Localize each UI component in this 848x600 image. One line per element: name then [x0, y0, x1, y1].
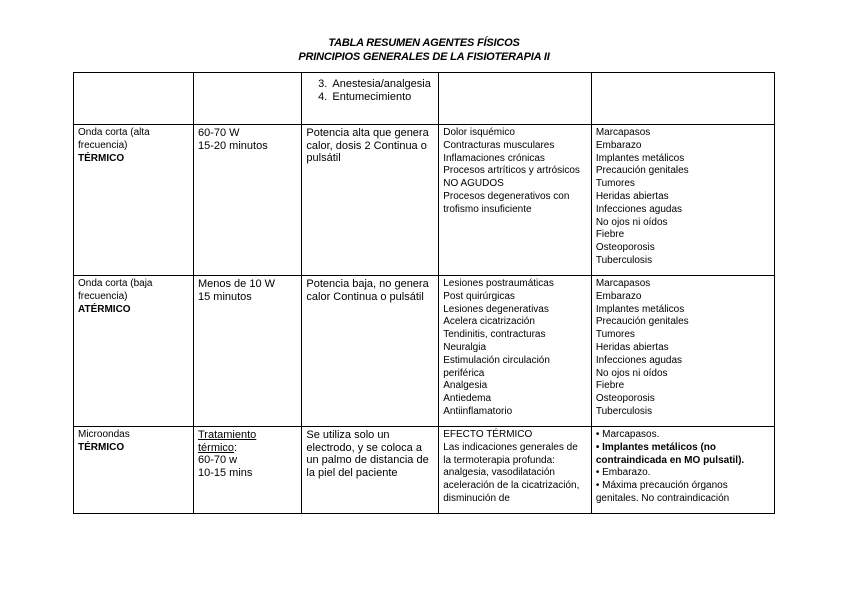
contraindication-item: Tuberculosis — [595, 405, 653, 417]
contraindication-item: Heridas abiertas — [595, 341, 669, 353]
cell-agent — [74, 125, 194, 276]
cell-description: Potencia alta que genera calor, dosis 2 Continua o pulsátil — [302, 125, 439, 276]
indication-item: Acelera cicatrización — [443, 316, 535, 328]
cell-indications — [439, 125, 592, 276]
indication-item: Analgesia — [443, 380, 488, 392]
contraindication-item: Embarazo — [595, 139, 642, 151]
indication-item: Neuralgia — [443, 341, 487, 353]
agent-name: Microondas — [78, 429, 130, 440]
cell-contraindications — [591, 427, 774, 514]
indications-heading: EFECTO TÉRMICO — [443, 429, 533, 440]
indication-item: Lesiones postraumáticas — [443, 278, 554, 289]
list-item: 4. Entumecimiento — [330, 91, 434, 104]
cell-params — [193, 427, 301, 514]
contraindication-item: • Máxima precaución órganos genitales. No contraindicación — [595, 480, 730, 504]
indication-item: Inflamaciones crónicas — [443, 152, 545, 164]
contraindication-item: No ojos ni oídos — [595, 216, 668, 228]
continued-list — [306, 78, 434, 103]
cell-agent — [74, 73, 194, 125]
cell-contraindications — [591, 125, 774, 276]
agent-name: Onda corta (alta frecuencia) — [78, 127, 150, 151]
contraindication-item: Osteoporosis — [595, 242, 655, 254]
contraindication-item: Osteoporosis — [595, 393, 655, 405]
indication-item: Antiedema — [443, 393, 492, 405]
agent-type: TÉRMICO — [78, 441, 125, 453]
param-line: 15-20 minutos — [197, 139, 268, 152]
param-line: 60-70 w — [197, 454, 238, 466]
summary-table — [73, 72, 775, 514]
cell-params — [193, 276, 301, 427]
params-heading-colon: : — [234, 441, 238, 454]
contraindication-item: Implantes metálicos — [595, 152, 685, 164]
param-line: 10-15 mins — [197, 466, 253, 479]
cell-params — [193, 125, 301, 276]
cell-indications — [439, 276, 592, 427]
table-row — [74, 73, 775, 125]
params-heading: Tratamiento térmico — [197, 429, 257, 454]
list-item: 3. Anestesia/analgesia — [330, 78, 434, 91]
contraindication-item: Tumores — [595, 329, 635, 341]
contraindication-item: Precaución genitales — [595, 316, 689, 328]
contraindication-item: • Marcapasos. — [595, 429, 660, 440]
contraindication-item: Tumores — [595, 178, 635, 190]
param-line: 15 minutos — [197, 290, 252, 303]
table-row — [74, 427, 775, 514]
contraindication-item: Infecciones agudas — [595, 203, 682, 215]
agent-name: Onda corta (baja frecuencia) — [78, 278, 153, 302]
indication-item: Lesiones degenerativas — [443, 303, 549, 315]
contraindication-item: Embarazo — [595, 290, 642, 302]
contraindication-item: No ojos ni oídos — [595, 367, 668, 379]
param-line: Menos de 10 W — [197, 278, 276, 290]
cell-indications — [439, 73, 592, 125]
indication-item: Procesos artríticos y artrósicos NO AGUDOS — [443, 165, 580, 190]
contraindication-item: Infecciones agudas — [595, 354, 682, 366]
cell-contraindications — [591, 276, 774, 427]
cell-params — [193, 73, 301, 125]
contraindication-item: Marcapasos — [595, 278, 651, 289]
contraindication-item: • Embarazo. — [595, 467, 651, 479]
cell-description: Se utiliza solo un electrodo, y se coloca a un palmo de distancia de la piel del paciente — [302, 427, 439, 514]
table-row — [74, 125, 775, 276]
indication-item: Post quirúrgicas — [443, 290, 515, 302]
table-row — [74, 276, 775, 427]
indication-item: Antiinflamatorio — [443, 405, 513, 417]
cell-contraindications — [591, 73, 774, 125]
cell-indications — [439, 427, 592, 514]
contraindication-item: Heridas abiertas — [595, 190, 669, 202]
param-line: 60-70 W — [197, 127, 240, 139]
contraindication-item: Precaución genitales — [595, 165, 689, 177]
contraindication-item: • Implantes metálicos (no contraindicada en MO pulsatil). — [595, 441, 745, 466]
agent-type: ATÉRMICO — [78, 303, 131, 315]
contraindication-item: Fiebre — [595, 380, 625, 392]
indication-item: Tendinitis, contracturas — [443, 329, 546, 341]
cell-description — [302, 73, 439, 125]
contraindication-item: Tuberculosis — [595, 254, 653, 266]
contraindication-item: Fiebre — [595, 229, 625, 241]
indication-item: Estimulación circulación periférica — [443, 354, 550, 379]
cell-agent — [74, 427, 194, 514]
indication-item: Dolor isquémico — [443, 127, 515, 138]
cell-agent — [74, 276, 194, 427]
contraindication-item: Marcapasos — [595, 127, 651, 138]
document-title: TABLA RESUMEN AGENTES FÍSICOS — [328, 37, 520, 49]
document-subtitle: PRINCIPIOS GENERALES DE LA FISIOTERAPIA II — [298, 51, 550, 63]
contraindication-item: Implantes metálicos — [595, 303, 685, 315]
agent-type: TÉRMICO — [78, 152, 125, 164]
cell-description: Potencia baja, no genera calor Continua o pulsátil — [302, 276, 439, 427]
indication-item: Procesos degenerativos con trofismo insuficiente — [443, 190, 570, 215]
indication-item: Contracturas musculares — [443, 139, 555, 151]
indications-text: Las indicaciones generales de la termoterapia profunda: analgesia, vasodilatación aceleración de la cicatrización, disminución de — [443, 441, 580, 504]
